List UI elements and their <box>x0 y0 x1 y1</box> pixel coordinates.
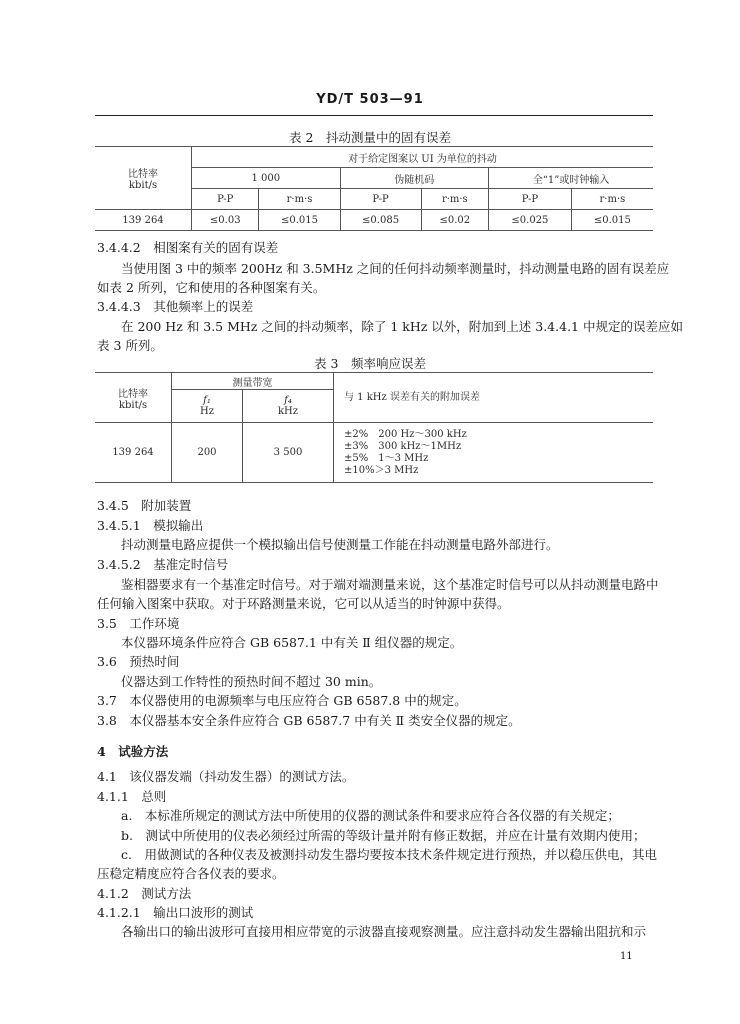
table2-caption: 表 2 抖动测量中的固有误差 <box>289 130 451 145</box>
table2-value-cell: ≤0.025 <box>489 210 572 231</box>
table-row <box>95 423 653 483</box>
section-4-1-1-item-b: b. 测试中所使用的仪表必须经过所需的等级计量并附有修正数据，并应在计量有效期内使用； <box>121 828 646 843</box>
section-4-1-2-1-heading: 4.1.2.1 输出口波形的测试 <box>97 905 254 920</box>
list-item: ±2% 200 Hz～300 kHz <box>344 428 467 440</box>
section-3-6-line: 仪器达到工作特性的预热时间不超过 30 min。 <box>121 674 382 689</box>
table2-value-cell: ≤0.015 <box>259 210 340 231</box>
section-3-7-text: 3.7 本仪器使用的电源频率与电压应符合 GB 6587.8 中的规定。 <box>97 693 467 708</box>
section-3-4-4-2-line: 如表 2 所列，它和使用的各种图案有关。 <box>97 280 326 295</box>
section-3-4-4-3-heading: 3.4.4.3 其他频率上的误差 <box>97 299 254 314</box>
table2-leaf-header: P-P <box>489 189 572 210</box>
section-4-1-2-heading: 4.1.2 测试方法 <box>97 886 192 901</box>
table2-value-cell: ≤0.02 <box>421 210 488 231</box>
section-4-1-1-item-c: 压稳定精度应符合各仪表的要求。 <box>97 866 285 881</box>
table3-f4-cell: 3 500 <box>243 423 334 483</box>
section-3-4-5-2-line: 任何输入图案中获取。对于环路测量来说，它可以从适当的时钟源中获得。 <box>97 596 510 611</box>
section-3-4-5-1-line: 抖动测量电路应提供一个模拟输出信号使测量工作能在抖动测量电路外部进行。 <box>121 537 559 552</box>
section-3-4-4-2-heading: 3.4.4.2 相图案有关的固有误差 <box>97 240 279 255</box>
table3-caption: 表 3 频率响应误差 <box>314 356 426 371</box>
section-4-1-1-item-a: a. 本标准所规定的测试方法中所使用的仪器的测试条件和要求应符合各仪器的有关规定； <box>121 808 620 823</box>
table3-frequency-response <box>95 372 653 483</box>
list-item: ±10%＞3 MHz <box>344 464 419 476</box>
table2-leaf-header: r·m·s <box>421 189 488 210</box>
table2-value-cell: ≤0.03 <box>192 210 259 231</box>
section-3-5-line: 本仪器环境条件应符合 GB 6587.1 中有关 Ⅱ 组仪器的规定。 <box>121 635 463 650</box>
table3-rate-cell: 139 264 <box>95 423 172 483</box>
section-3-4-5-2-line: 鉴相器要求有一个基准定时信号。对于端对端测量来说，这个基准定时信号可以从抖动测量电路中 <box>121 577 659 592</box>
table-row <box>95 210 653 231</box>
table2-leaf-header: r·m·s <box>571 189 653 210</box>
table2-sub-header-1000: 1 000 <box>192 168 341 189</box>
table2-value-cell: ≤0.015 <box>571 210 653 231</box>
list-item: ±3% 300 kHz～1MHz <box>344 440 462 452</box>
table2-value-cell: ≤0.085 <box>340 210 421 231</box>
table3-error-list <box>334 423 654 483</box>
document-header-code: YD/T 503—91 <box>316 92 424 107</box>
page-number: 11 <box>620 951 633 962</box>
table2-group-header: 对于给定图案以 UI 为单位的抖动 <box>192 147 654 168</box>
section-3-4-4-2-line: 当使用图 3 中的频率 200Hz 和 3.5MHz 之间的任何抖动频率测量时，抖动测量电路的固有误差应 <box>121 261 670 276</box>
section-3-4-4-3-line: 在 200 Hz 和 3.5 MHz 之间的抖动频率，除了 1 kHz 以外，附加到上述 3.4.4.1 中规定的误差应如 <box>121 319 683 334</box>
table3-f1-cell: 200 <box>172 423 243 483</box>
section-3-5-heading: 3.5 工作环境 <box>97 616 180 631</box>
header-rule <box>95 115 653 116</box>
table2-inherent-error <box>95 146 653 231</box>
section-3-4-5-2-heading: 3.4.5.2 基准定时信号 <box>97 557 229 572</box>
section-3-4-5-heading: 3.4.5 附加装置 <box>97 498 192 513</box>
section-3-6-heading: 3.6 预热时间 <box>97 654 180 669</box>
table3-f4-header: f₄ kHz <box>243 390 334 423</box>
table3-error-header: 与 1 kHz 误差有关的附加误差 <box>334 373 654 423</box>
table3-bandwidth-header: 测量带宽 <box>172 373 334 390</box>
section-4-1-text: 4.1 该仪器发端（抖动发生器）的测试方法。 <box>97 769 355 784</box>
table2-leaf-header: r·m·s <box>259 189 340 210</box>
table2-rate-cell: 139 264 <box>95 210 192 231</box>
table2-rate-header: 比特率 kbit/s <box>95 147 192 210</box>
table2-sub-header-prbs: 伪随机码 <box>340 168 489 189</box>
section-3-4-4-3-line: 表 3 所列。 <box>97 338 163 353</box>
section-3-4-5-1-heading: 3.4.5.1 模拟输出 <box>97 518 204 533</box>
section-4-1-2-1-line: 各输出口的输出波形可直接用相应带宽的示波器直接观察测量。应注意抖动发生器输出阻抗和示 <box>121 924 647 939</box>
list-item: ±5% 1～3 MHz <box>344 452 429 464</box>
table2-sub-header-all-ones: 全“1”或时钟输入 <box>489 168 653 189</box>
section-4-1-1-item-c: c. 用做测试的各种仪表及被测抖动发生器均要按本技术条件规定进行预热，并以稳压供电，其电 <box>121 847 657 862</box>
table2-leaf-header: P-P <box>340 189 421 210</box>
table2-leaf-header: P-P <box>192 189 259 210</box>
table3-rate-header: 比特率 kbit/s <box>95 373 172 423</box>
section-4-heading: 4 试验方法 <box>97 744 169 759</box>
section-4-1-1-heading: 4.1.1 总则 <box>97 789 167 804</box>
section-3-8-text: 3.8 本仪器基本安全条件应符合 GB 6587.7 中有关 Ⅱ 类安全仪器的规定。 <box>97 713 521 728</box>
table3-f1-header: f₁ Hz <box>172 390 243 423</box>
